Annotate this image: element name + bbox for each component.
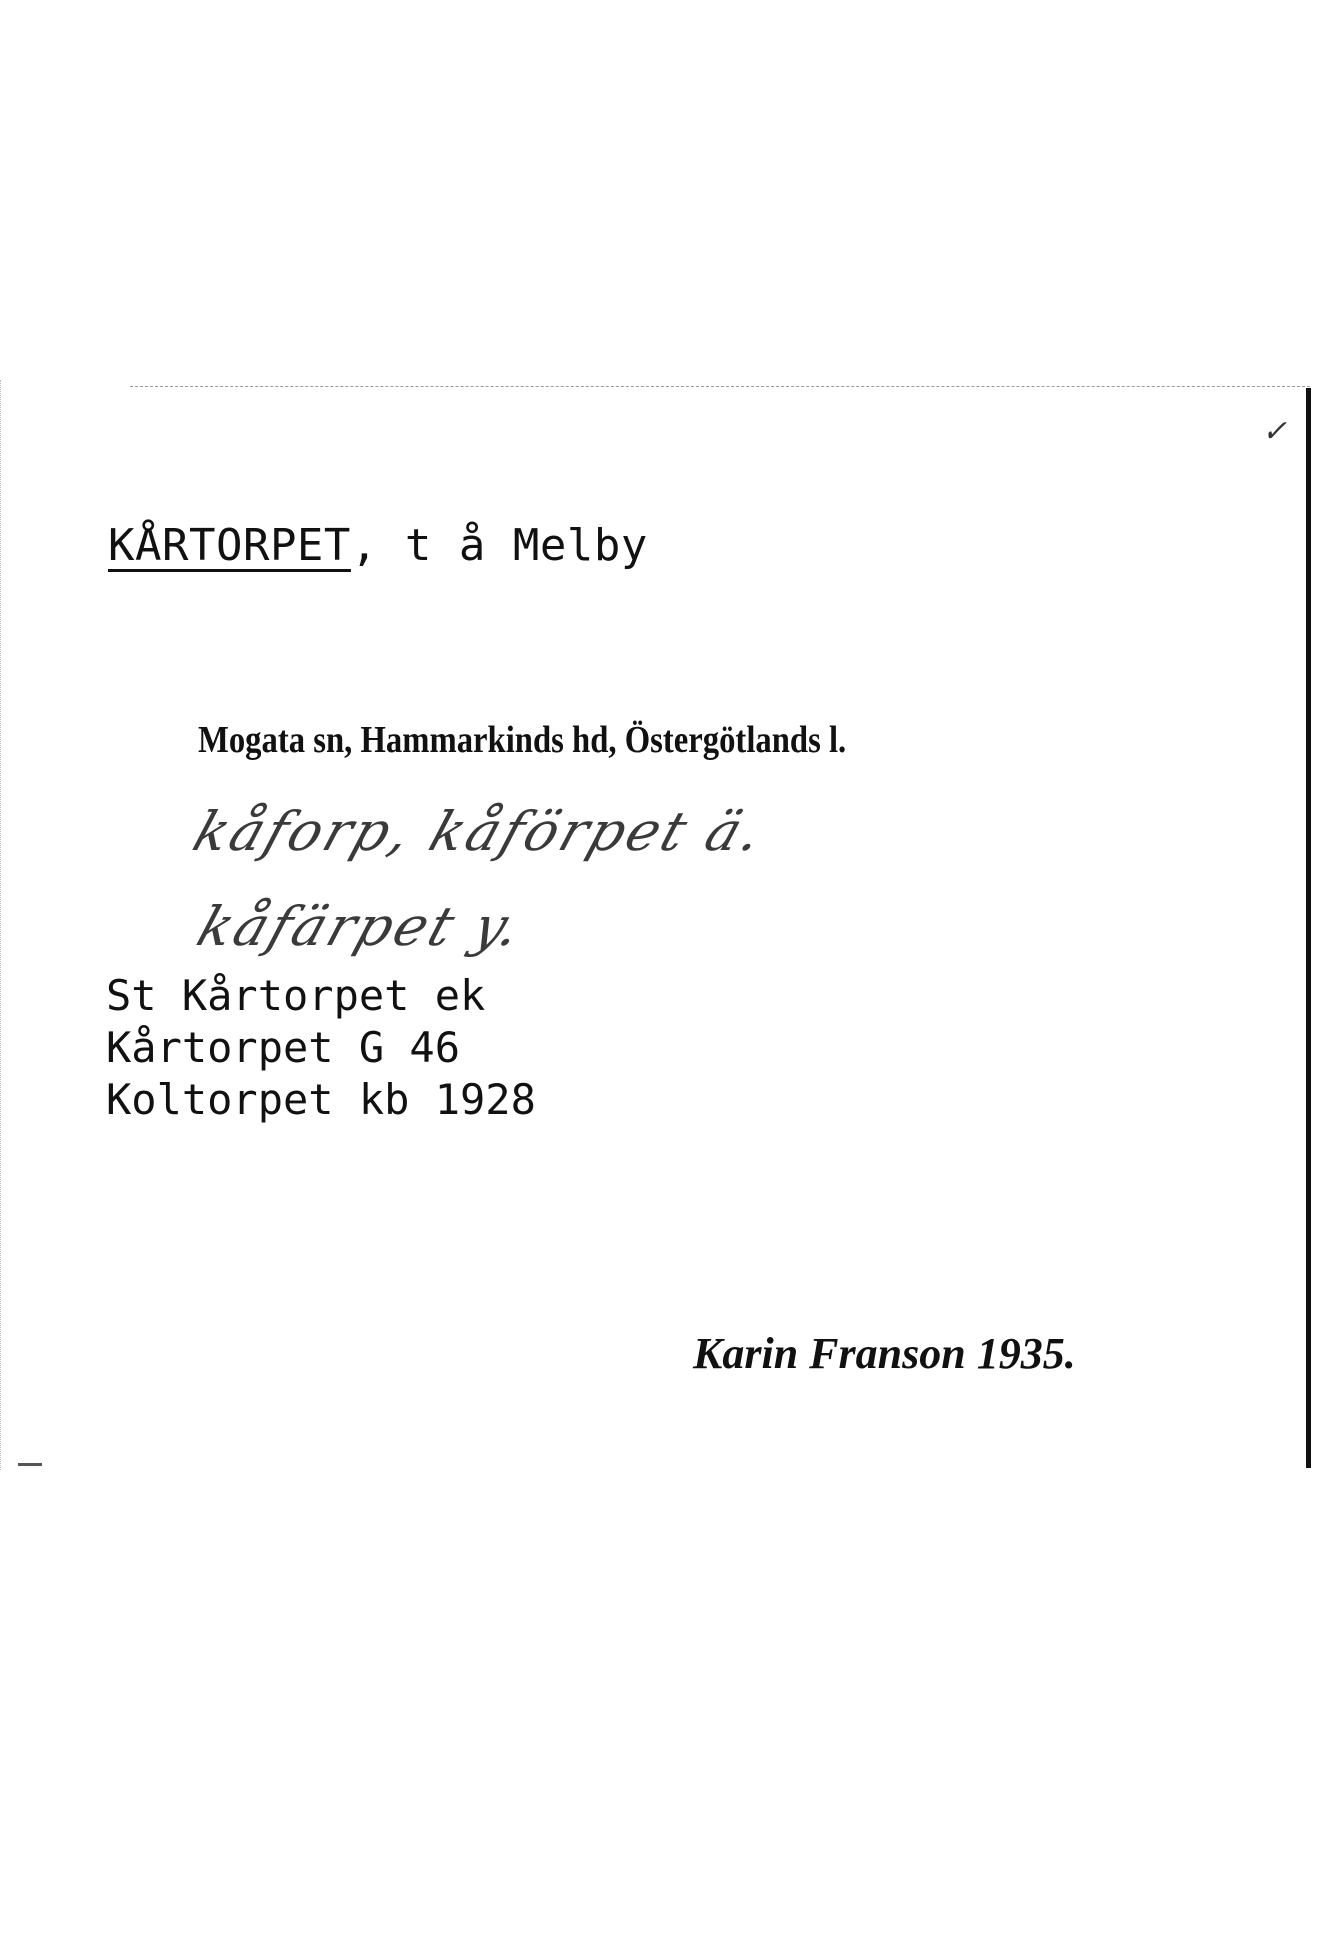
handwritten-pronunciation-1: kåforp, kåförpet ä. [185,800,774,863]
check-mark-icon: ✓ [1262,414,1288,449]
typed-form: Koltorpet kb 1928 [106,1075,536,1124]
card-top-edge [130,386,1310,387]
card-left-edge [0,380,13,1470]
typed-form: Kårtorpet G 46 [106,1023,461,1072]
typed-forms-list [106,970,536,1126]
headword-suffix: , t å Melby [350,520,648,571]
card-right-edge [1306,388,1311,1468]
handwritten-pronunciation-2: kåfärpet y. [189,895,533,958]
headword: KÅRTORPET [108,520,351,571]
card-corner-mark [18,1463,42,1466]
typed-form: St Kårtorpet ek [106,971,486,1020]
collector-signature: Karin Franson 1935. [693,1329,1076,1378]
parish-location: Mogata sn, Hammarkinds hd, Östergötlands l. [198,719,847,761]
headword-line [108,520,648,571]
